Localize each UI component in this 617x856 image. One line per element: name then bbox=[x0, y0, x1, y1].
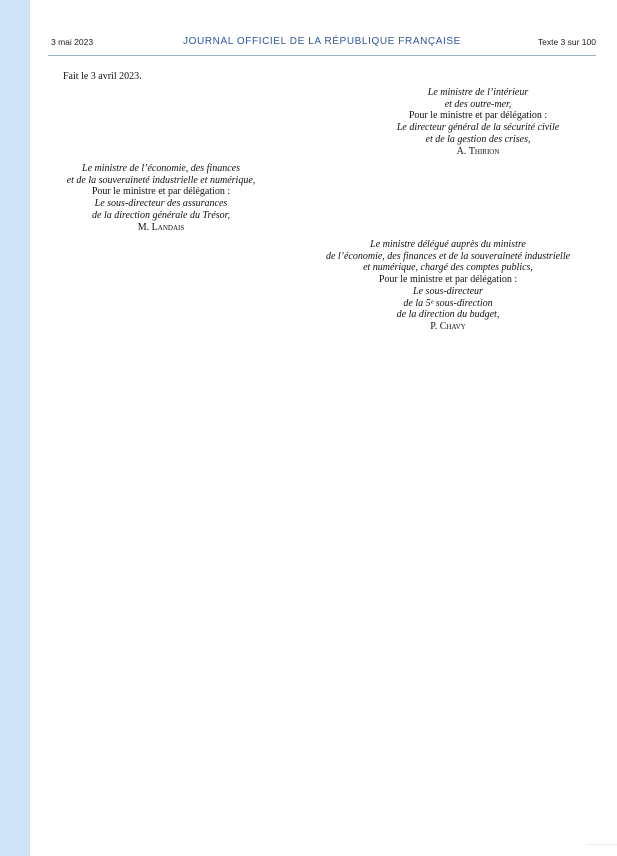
signatory-surname: Chavy bbox=[439, 320, 466, 332]
left-margin-band bbox=[0, 0, 30, 856]
minister-title-line: de l’économie, des finances et de la souveraineté industrielle bbox=[325, 250, 571, 262]
journal-title: JOURNAL OFFICIEL DE LA RÉPUBLIQUE FRANÇAISE bbox=[183, 36, 461, 47]
page-corner-mark bbox=[587, 796, 617, 845]
minister-title-line: et numérique, chargé des comptes publics, bbox=[363, 262, 533, 274]
header-divider bbox=[48, 55, 596, 56]
signatory-initial: M. bbox=[137, 221, 150, 233]
signatory-name bbox=[283, 321, 613, 333]
signatory-title-line: Le sous-directeur des assurances bbox=[94, 198, 228, 210]
signatory-title-line: de la direction du budget, bbox=[396, 309, 500, 321]
minister-title-line: et de la souveraineté industrielle et numérique, bbox=[66, 174, 256, 186]
delegation-line: Pour le ministre et par délégation : bbox=[408, 110, 548, 122]
signatory-initial: A. bbox=[456, 145, 467, 157]
signatory-title-line: de la direction générale du Trésor, bbox=[92, 209, 230, 221]
delegation-line: Pour le ministre et par délégation : bbox=[91, 186, 231, 198]
signature-block-economy bbox=[48, 163, 274, 233]
header-date: 3 mai 2023 bbox=[51, 37, 94, 47]
signatory-title-line: Le sous-directeur bbox=[413, 285, 483, 297]
minister-title-line: Le ministre délégué auprès du ministre bbox=[370, 239, 526, 250]
delegation-line: Pour le ministre et par délégation : bbox=[378, 274, 518, 286]
signatory-name bbox=[48, 222, 274, 234]
minister-title-line: Le ministre de l’économie, des finances bbox=[82, 163, 240, 174]
signature-block-interior bbox=[360, 87, 596, 157]
signatory-name bbox=[360, 146, 596, 158]
signatory-surname: Landais bbox=[151, 221, 185, 233]
signatory-title-line: et de la gestion des crises, bbox=[425, 133, 531, 145]
header-page-info: Texte 3 sur 100 bbox=[537, 37, 596, 47]
signatory-title-line: Le directeur général de la sécurité civile bbox=[396, 122, 560, 134]
minister-title-line: Le ministre de l’intérieur bbox=[427, 87, 529, 98]
signatory-surname: Thirion bbox=[468, 145, 500, 157]
signature-block-public-accounts bbox=[283, 239, 613, 333]
minister-title-line: et des outre-mer, bbox=[444, 98, 512, 110]
fait-date-line: Fait le 3 avril 2023. bbox=[63, 71, 142, 82]
signatory-initial: P. bbox=[430, 320, 438, 332]
signatory-title-line: de la 5ᵉ sous-direction bbox=[403, 297, 493, 309]
document-sheet bbox=[30, 0, 617, 856]
page-header bbox=[48, 34, 596, 56]
